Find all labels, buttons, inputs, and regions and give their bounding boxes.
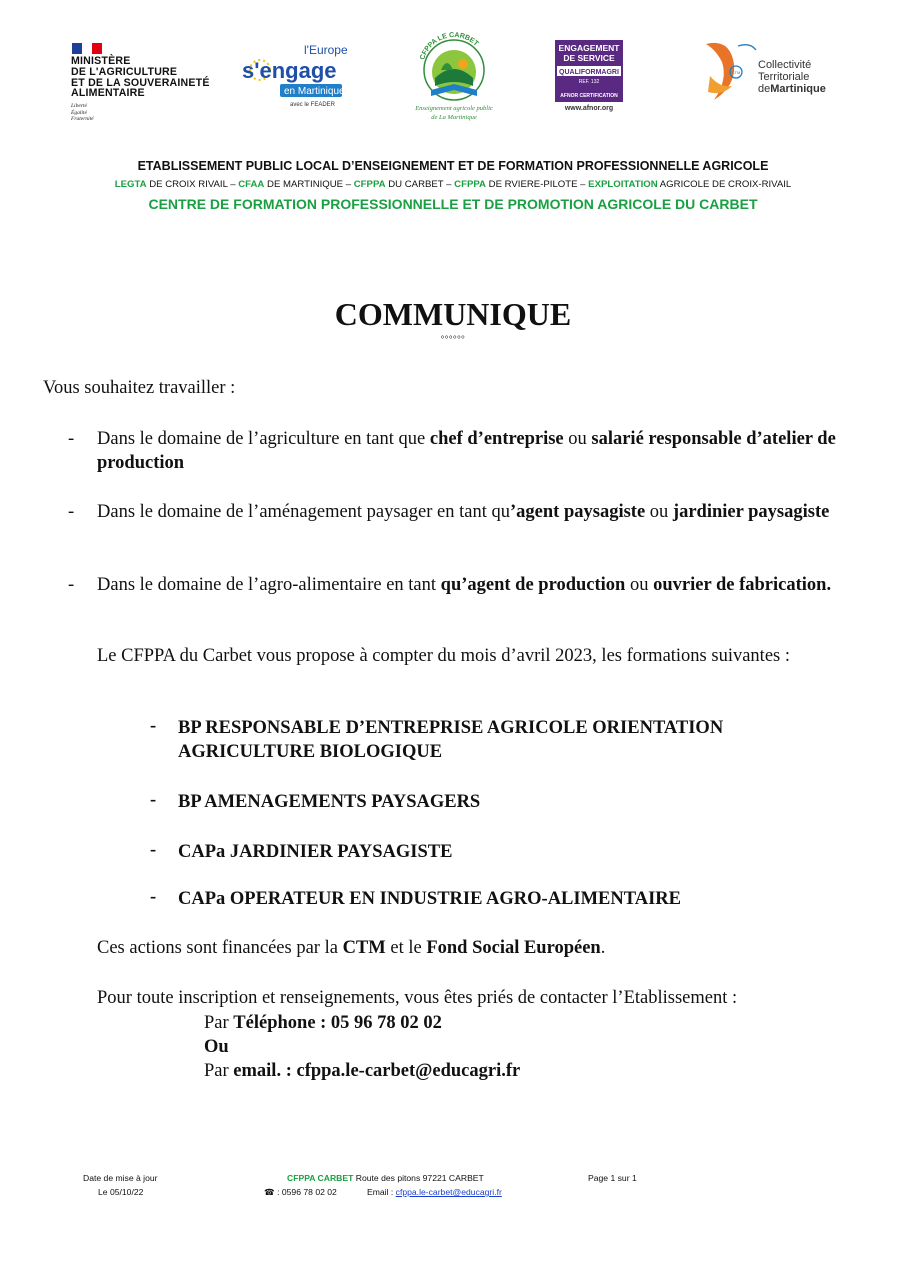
footer-date-value: Le 05/10/22: [98, 1187, 144, 1197]
footer-page-number: Page 1 sur 1: [588, 1173, 637, 1183]
bullet-dash: -: [68, 575, 75, 595]
afnor-line-4: REF. 132: [578, 79, 600, 85]
cfppa-caption-1: Enseignement agricole public: [415, 105, 493, 112]
intro-text: Vous souhaitez travailler :: [43, 378, 236, 398]
contact-phone: Par Téléphone : 05 96 78 02 02: [204, 1013, 442, 1033]
afnor-url: www.afnor.org: [564, 105, 614, 112]
financing-text: Ces actions sont financées par la CTM et le Fond Social Européen.: [97, 938, 606, 958]
footer-date-label: Date de mise à jour: [83, 1173, 158, 1183]
footer-email-link[interactable]: cfppa.le-carbet@educagri.fr: [395, 1187, 502, 1197]
ctm-line-1: Collectivité: [758, 59, 812, 71]
europe-sub-text: en Martinique: [284, 86, 345, 97]
contact-or: Ou: [204, 1037, 229, 1057]
ministere-line-3: ET DE LA SOUVERAINETÉ: [71, 76, 210, 89]
ministere-motto: [71, 103, 94, 123]
footer-email: Email : cfppa.le-carbet@educagri.fr: [367, 1187, 502, 1197]
afnor-line-5: AFNOR CERTIFICATION: [560, 93, 618, 99]
proposal-paragraph: Le CFPPA du Carbet vous propose à compter du mois d’avril 2023, les formations suivantes :: [97, 646, 791, 666]
formation-dash: -: [150, 887, 157, 907]
cfppa-caption-2: de La Martinique: [431, 114, 477, 121]
establishment-header: ETABLISSEMENT PUBLIC LOCAL D’ENSEIGNEMENT ET DE FORMATION PROFESSIONNELLE AGRICOLE: [137, 159, 769, 173]
afnor-line-3: QUALIFORMAGRI: [559, 69, 619, 76]
ctm-badge-text: CTM: [731, 70, 741, 75]
ctm-logo: [700, 36, 826, 104]
bullet-dash: -: [68, 502, 75, 522]
europe-main-text: s'engage: [242, 58, 337, 83]
motto-liberte: Liberté: [71, 103, 87, 109]
footer-phone: ☎ : 0596 78 02 02: [264, 1187, 337, 1197]
formation-dash: -: [150, 716, 157, 736]
establishment-members: LEGTA DE CROIX RIVAIL – CFAA DE MARTINIQUE – CFPPA DU CARBET – CFPPA DE RVIERE-PILOTE – EXPLOITATION AGRICOLE DE CROIX-RIVAIL: [114, 179, 792, 190]
europe-sengage-logo: [240, 40, 360, 112]
bullet-item-agroalimentaire: Dans le domaine de l’agro-alimentaire en tant qu’agent de production ou ouvrier de fabrication.: [97, 575, 832, 595]
formation-capa-jardinier: CAPa JARDINIER PAYSAGISTE: [178, 842, 453, 862]
formation-dash: -: [150, 790, 157, 810]
bullet-item-agriculture: Dans le domaine de l’agriculture en tant que chef d’entreprise ou salarié responsable d’atelier de production: [97, 429, 836, 473]
cfppa-ring-text: CFPPA LE CARBET: [419, 31, 480, 61]
formation-dash: -: [150, 840, 157, 860]
ministere-line-4: ALIMENTAIRE: [71, 87, 145, 100]
ministere-flag-logo: [72, 43, 102, 54]
ministere-name: [71, 56, 210, 99]
bullet-dash: -: [68, 429, 75, 449]
afnor-line-2: DE SERVICE: [563, 53, 615, 63]
europe-fund-text: avec le FEADER: [290, 102, 336, 108]
contact-email[interactable]: Par email. : cfppa.le-carbet@educagri.fr: [204, 1061, 521, 1081]
bullet-item-paysager: Dans le domaine de l’aménagement paysager en tant qu’agent paysagiste ou jardinier paysagiste: [97, 502, 830, 522]
afnor-line-1: ENGAGEMENT: [558, 43, 620, 53]
cfppa-carbet-logo: [411, 30, 497, 122]
title-decoration: °°°°°°: [440, 334, 466, 344]
ctm-line-3: deMartinique: [758, 83, 826, 95]
page-title: COMMUNIQUE: [334, 296, 572, 332]
afnor-qualiformagri-logo: [553, 40, 625, 112]
europe-top-text: l'Europe: [304, 43, 348, 57]
contact-intro: Pour toute inscription et renseignements, vous êtes priés de contacter l’Etablissement :: [97, 988, 738, 1008]
formation-capa-operateur: CAPa OPERATEUR EN INDUSTRIE AGRO-ALIMENTAIRE: [178, 889, 681, 909]
centre-name: CENTRE DE FORMATION PROFESSIONNELLE ET DE PROMOTION AGRICOLE DU CARBET: [148, 196, 758, 212]
motto-egalite: Égalité: [71, 109, 87, 116]
formation-bp-amenagements: BP AMENAGEMENTS PAYSAGERS: [178, 792, 481, 812]
ctm-line-2: Territoriale: [758, 71, 810, 83]
ministere-line-2: DE L'AGRICULTURE: [71, 65, 178, 78]
formation-bp-responsable: BP RESPONSABLE D’ENTREPRISE AGRICOLE ORIENTATION AGRICULTURE BIOLOGIQUE: [178, 718, 724, 762]
ministere-line-1: MINISTÈRE: [71, 55, 131, 67]
motto-fraternite: Fraternité: [71, 116, 94, 122]
footer-address: CFPPA CARBET Route des pitons 97221 CARBET: [287, 1173, 484, 1183]
